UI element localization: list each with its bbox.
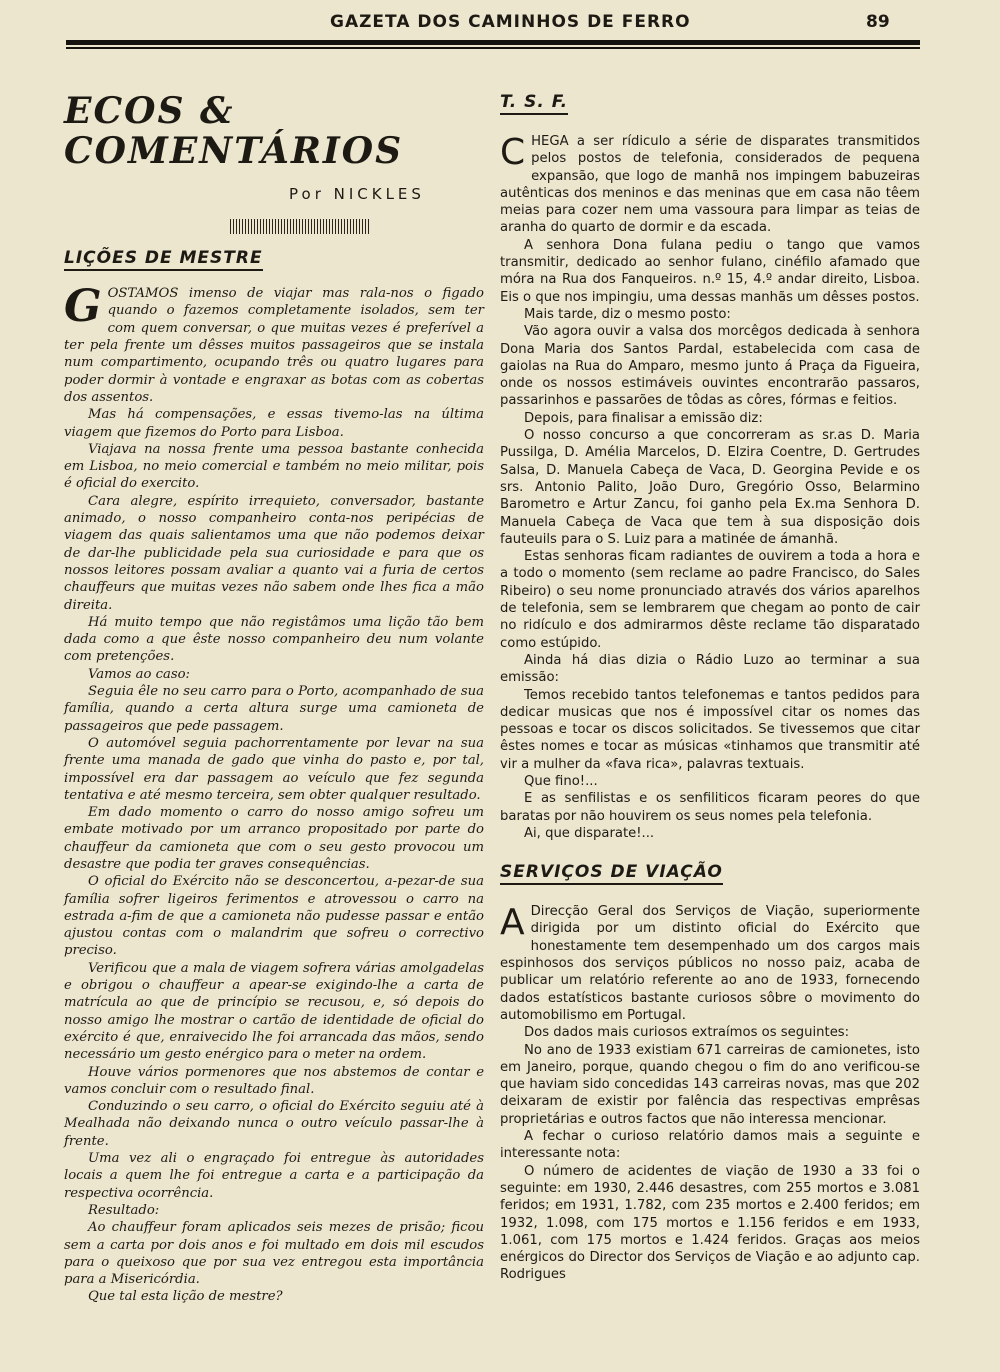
paragraph: Vamos ao caso:	[88, 666, 190, 682]
paragraph: O oficial do Exército não se desconcertou, a-pezar-de sua família sofrer ligeiros ferimentos e atrovessou o carro na estrada a-fim de que a camioneta não pudesse passar e então ajustou contas com o malandrim que sofreu o correctivo preciso.	[64, 874, 484, 959]
header-rule-thin	[66, 47, 920, 49]
section-heading-licoes: LIÇÕES DE MESTRE	[64, 248, 263, 271]
paragraph: Ainda há dias dizia o Rádio Luzo ao terminar a sua emissão:	[500, 652, 920, 686]
article-title: ECOS & COMENTÁRIOS	[64, 90, 404, 172]
paragraph: O número de acidentes de viação de 1930 a 33 foi o seguinte: em 1930, 2.446 desastres, com 255 mortos e 3.081 feridos; em 1931, 1.782, com 235 mortos e 2.400 feridos; em 1932, 1.098, com 175 mortos e 1.156 feridos e em 1933, 1.061, com 175 mortos e 1.424 feridos. Graças aos meios enérgicos do Director dos Serviços de Viação e ao adjunto cap. Rodrigues	[500, 1163, 920, 1283]
paragraph: Mais tarde, diz o mesmo posto:	[524, 306, 731, 322]
dropcap: G	[64, 281, 102, 333]
paragraph: O nosso concurso a que concorreram as sr.as D. Maria Pussilga, D. Amélia Marcelos, D. Elzira Coentre, D. Gertrudes Salsa, D. Manuela Cabeça de Vaca, D. Georgina Pevide e os srs. Antonio Palito, João Duro, Gregório Osso, Belarmino Barometro e Artur Zancu, foi ganho pela Ex.ma Senhora D. Manuela Cabeça de Vaca que tem à sua disposição dois fauteuils para o S. Luiz para a matinée de ámanhã.	[500, 428, 920, 547]
byline: Por NICKLES	[289, 185, 425, 204]
paragraph: A fechar o curioso relatório damos mais a seguinte e interessante nota:	[500, 1129, 920, 1162]
paragraph: Resultado:	[88, 1202, 160, 1218]
paragraph: Dos dados mais curiosos extraímos os seguintes:	[524, 1025, 850, 1041]
paragraph: HEGA a ser rídiculo a série de disparates transmitidos pelos postos de telefonia, considerados de pequena expansão, que logo de manhã nos impingem babuzeiras autênticas dos meninos e das meninas que em casa não têem meias para cozer nem uma vassoura para limpar as teias de aranha do quarto de dormir e da escada.	[500, 134, 920, 236]
paragraph: E as senfilistas e os senfiliticos ficaram peores do que baratas por não houvirem os seus nomes pela telefonia.	[500, 791, 920, 824]
paragraph: A senhora Dona fulana pediu o tango que vamos transmitir, dedicado ao senhor fulano, cinéfilo afamado que móra na Rua dos Fanqueiros. n.º 15, 4.º andar direito, Lisboa. Eis o que nos impingiu, uma dessas manhãs um dêsses postos.	[500, 237, 920, 305]
paragraph: Que tal esta lição de mestre?	[88, 1289, 283, 1305]
paragraph: Temos recebido tantos telefonemas e tantos pedidos para dedicar musicas que nos é impossível citar os nomes das pessoas e tocar os discos solicitados. Se tivessemos que citar êstes nomes e tocar as músicas «tinhamos que transmitir até vir a mulher da «fava rica», palavras textuais.	[500, 687, 920, 772]
right-column	[500, 92, 920, 1284]
running-head: GAZETA DOS CAMINHOS DE FERRO	[330, 12, 691, 32]
section-heading-tsf: T. S. F.	[500, 92, 568, 115]
paragraph: Ai, que disparate!...	[524, 825, 655, 841]
section-body-tsf	[500, 133, 920, 842]
dropcap: C	[500, 132, 526, 173]
page-number: 89	[866, 12, 890, 32]
dropcap: A	[500, 902, 525, 944]
paragraph: Que fino!...	[524, 773, 598, 789]
paragraph: No ano de 1933 existiam 671 carreiras de camionetes, isto em Janeiro, porque, quando chegou o fim do ano verificou-se que haviam sido concedidas 143 carreiras novas, mas que 202 deixaram de existir por falência das respectivas emprêsas proprietárias e outros factos que não interessa mencionar.	[500, 1042, 920, 1127]
paragraph: Mas há compensações, e essas tivemo-las na última viagem que fizemos do Porto para Lisboa.	[64, 407, 484, 440]
section-heading-viacao: SERVIÇOS DE VIAÇÃO	[500, 862, 723, 885]
paragraph: Houve vários pormenores que nos abstemos de contar e vamos concluir com o resultado final.	[64, 1064, 484, 1097]
paragraph: Depois, para finalisar a emissão diz:	[524, 410, 763, 426]
section-body-licoes	[64, 281, 484, 1306]
paragraph: Uma vez ali o engraçado foi entregue às autoridades locais a quem lhe foi entregue a carta e a participação da respectiva ocorrência.	[64, 1151, 484, 1201]
paragraph: Verificou que a mala de viagem sofrera várias amolgadelas e obrigou o chauffeur a apear-se exigindo-lhe a carta de matrícula ao que de princípio se recusou, e, só depois do nosso amigo lhe mostrar o cartão de identidade de oficial do exército é que, enraivecido lhe foi arrancada das mãos, sendo necessário um gesto enérgico para o meter na ordem.	[64, 960, 484, 1063]
paragraph: OSTAMOS imenso de viajar mas rala-nos o figado quando o fazemos completamente isolados, sem ter com quem conversar, o que muitas vezes é preferível a ter pela frente um dêsses muitos passageiros que se instala num compartimento, ocupando três ou quatro lugares para poder dormir à vontade e engraxar as botas com as cobertas dos assentos.	[64, 286, 484, 405]
paragraph: Cara alegre, espírito irrequieto, conversador, bastante animado, o nosso companheiro conta-nos peripécias de viagem das quais salientamos uma que não podemos deixar de dar-lhe publicidade pela sua curiosidade e para que os nossos leitores possam avaliar a quanto vai a furia de certos chauffeurs que muitas vezes não sabem onde lhes fica a mão direita.	[64, 493, 484, 613]
paragraph: O automóvel seguia pachorrentamente por levar na sua frente uma manada de gado que vinha do pasto e, por tal, impossível era dar passagem ao veículo que fez segunda tentativa e até mesmo terceira, sem obter qualquer resultado.	[64, 735, 484, 803]
paragraph: Em dado momento o carro do nosso amigo sofreu um embate motivado por um arranco propositado por parte do chauffeur da camioneta que com o seu gesto provocou um desastre que podia ter graves consequências.	[64, 805, 484, 872]
section-body-viacao	[500, 903, 920, 1284]
paragraph: Estas senhoras ficam radiantes de ouvirem a toda a hora e a todo o momento (sem reclame ao padre Francisco, do Sales Ribeiro) o seu nome pronunciado através dos vários aparelhos de telefonia, sem se lembrarem que chegam ao ponto de cair no ridículo e dos admirarmos dêste reclame tão disparatado como estúpido.	[500, 549, 920, 651]
paragraph: Vão agora ouvir a valsa dos morcêgos dedicada à senhora Dona Maria dos Santos Pardal, estabelecida com casa de gaiolas na Rua do Amparo, mesmo junto á Praça da Figueira, onde os nossos estimáveis ouvintes encontrarão passaros, passarinhos e passarões de tôdas as côres, fórmas e feitios.	[500, 324, 920, 409]
paragraph: Viajava na nossa frente uma pessoa bastante conhecida em Lisboa, no meio comercial e também no meio militar, pois é oficial do exercito.	[64, 441, 484, 492]
paragraph: Conduzindo o seu carro, o oficial do Exército seguiu até à Mealhada não deixando nunca o outro veículo passar-lhe à frente.	[64, 1099, 484, 1149]
left-column	[64, 92, 484, 1306]
title-ornament	[230, 219, 370, 234]
paragraph: Direcção Geral dos Serviços de Viação, superiormente dirigida por um distinto oficial do Exército que honestamente tem desempenhado um dos cargos mais espinhosos dos serviços públicos no nosso paiz, acaba de publicar um relatório referente ao ano de 1933, fornecendo dados estatísticos bastante curiosos sôbre o movimento do automobilismo em Portugal.	[500, 904, 920, 1023]
paragraph: Ao chauffeur foram aplicados seis mezes de prisão; ficou sem a carta por dois anos e foi multado em dois mil escudos para o queixoso que por sua vez entregou esta importância para a Misericórdia.	[64, 1220, 484, 1288]
paragraph: Seguia êle no seu carro para o Porto, acompanhado de sua família, quando a certa altura surge uma camioneta de passageiros que pede passagem.	[64, 684, 484, 734]
paragraph: Há muito tempo que não registâmos uma lição tão bem dada como a que êste nosso companheiro deu num volante com pretenções.	[64, 614, 484, 665]
header-rule-thick	[66, 40, 920, 45]
